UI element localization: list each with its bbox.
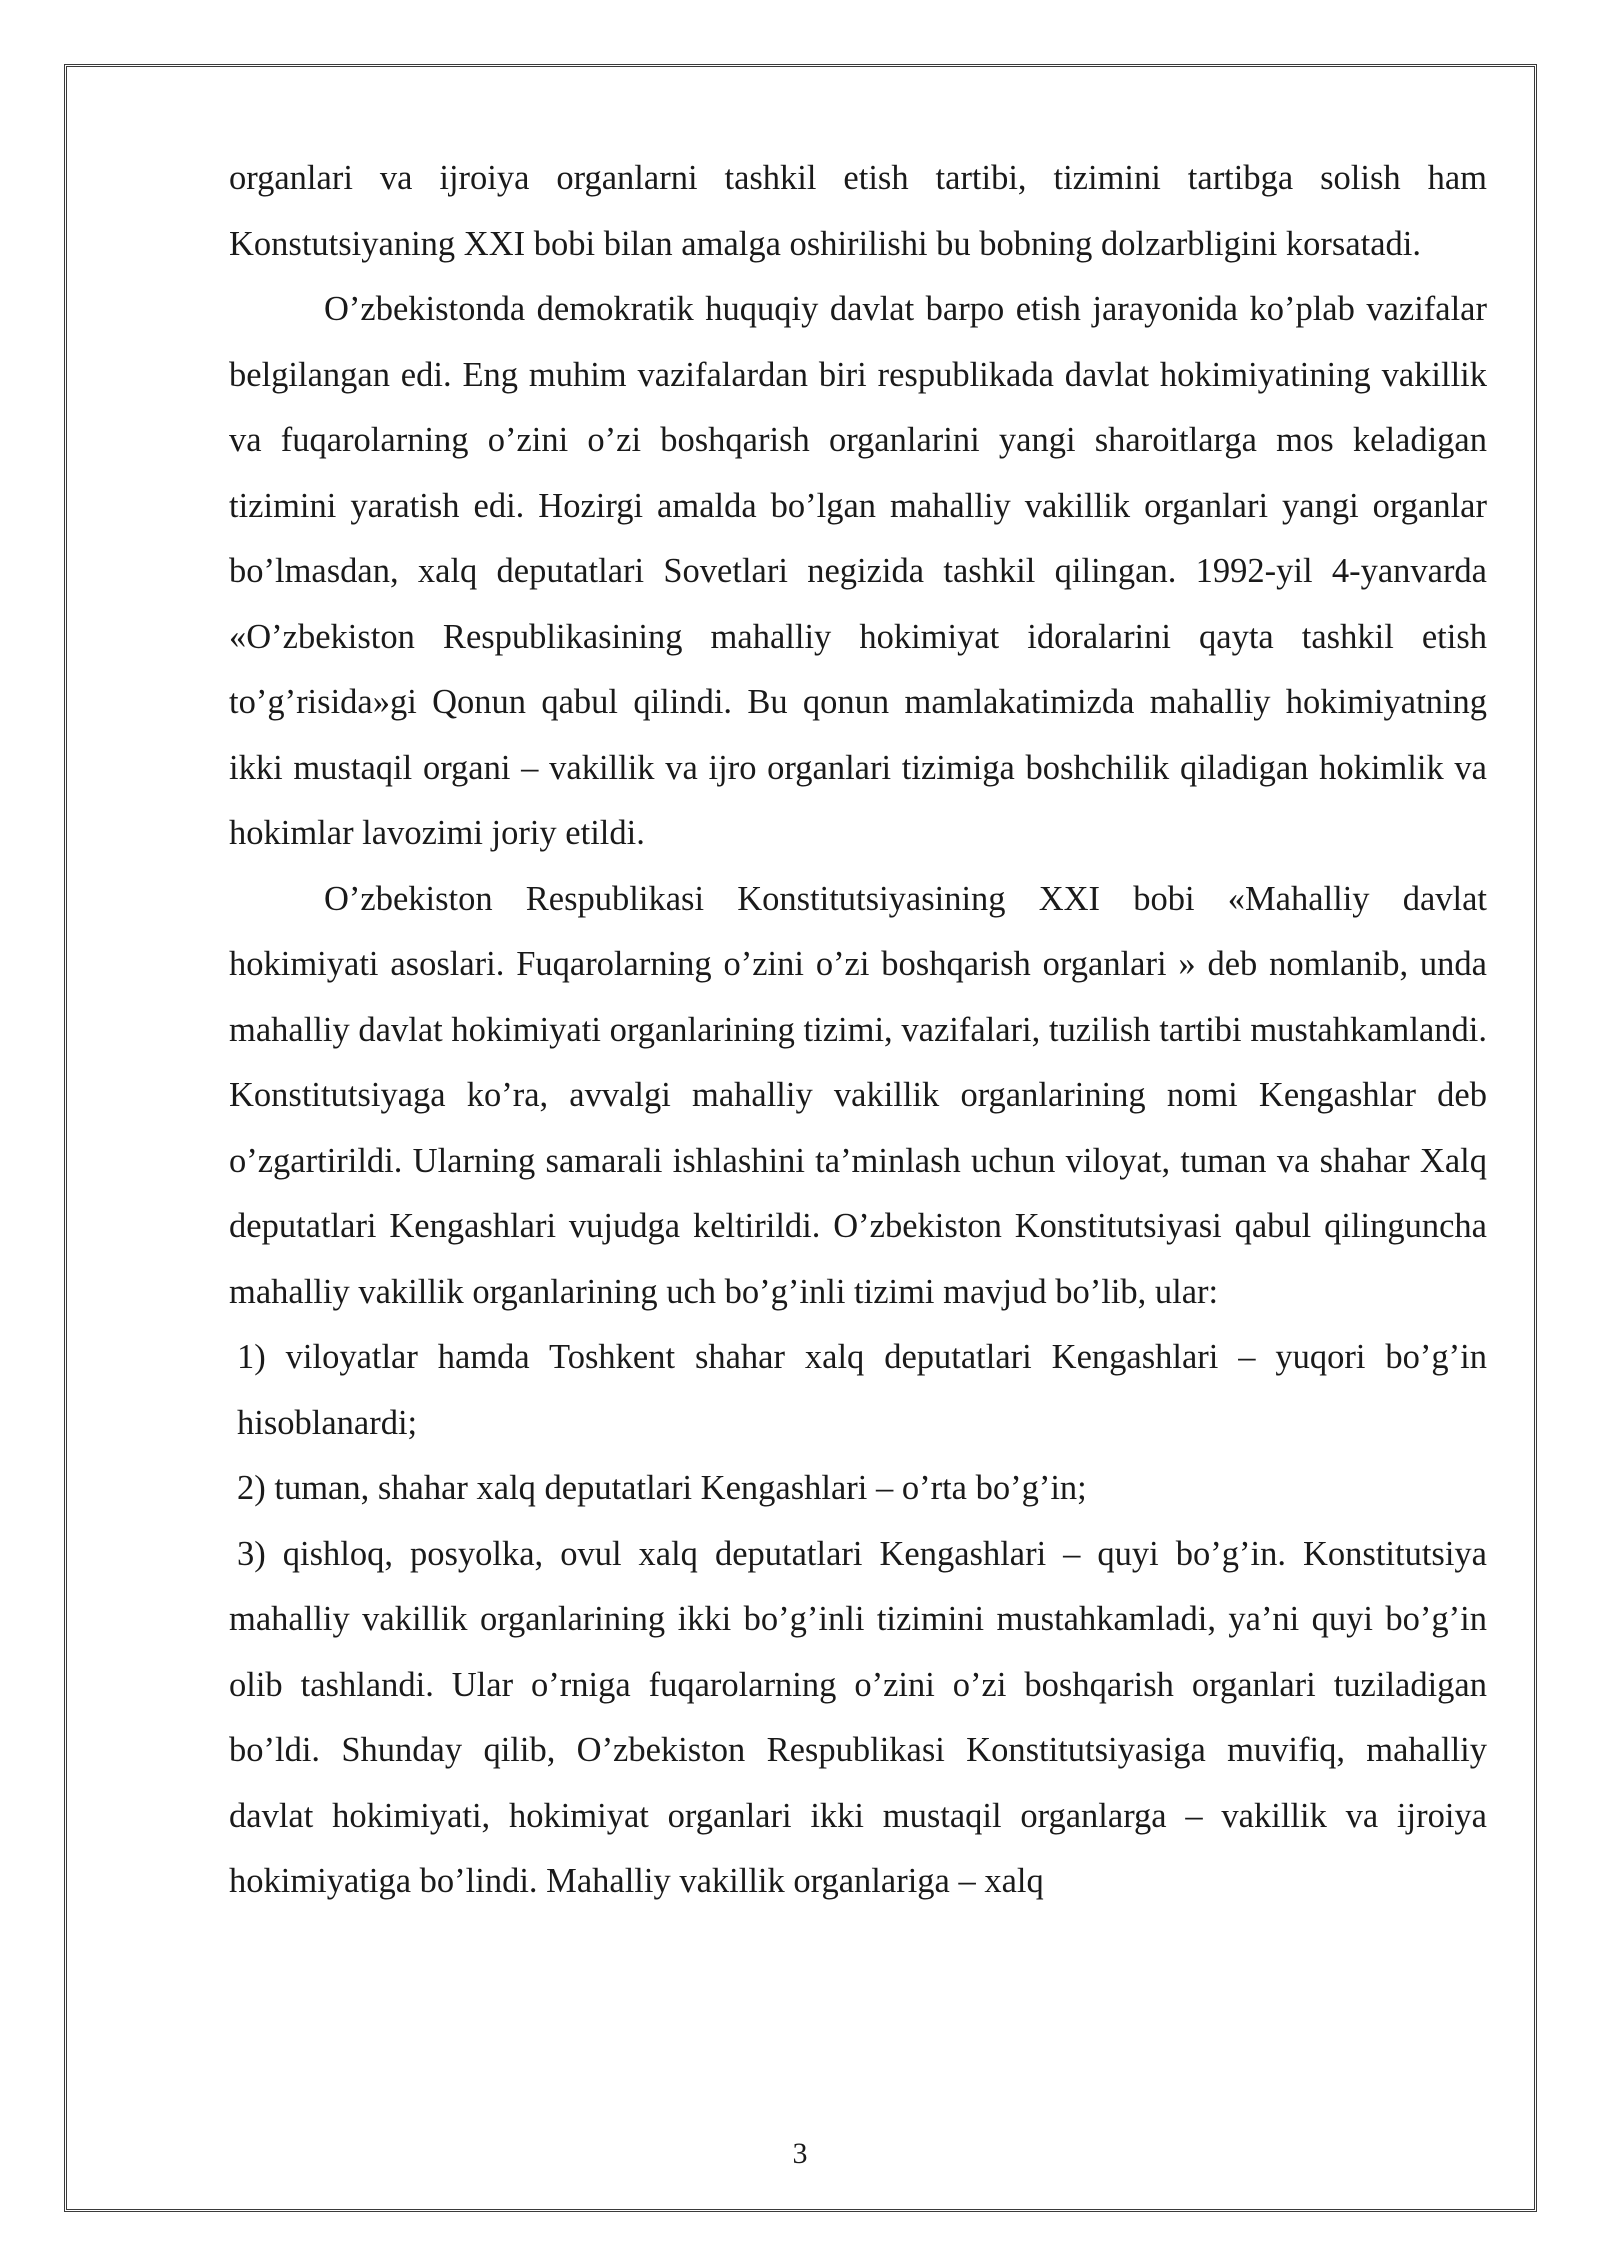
list-item-upper-tier: 1) viloyatlar hamda Toshkent shahar xalq deputatlari Kengashlari – yuqori bo’g’in hisoblanardi;: [237, 1338, 1487, 1442]
paragraph-constitution-chapter: O’zbekiston Respublikasi Konstitutsiyasining XXI bobi «Mahalliy davlat hokimiyati asoslari. Fuqarolarning o’zini o’zi boshqarish organlari » deb nomlanib, unda mahalliy davlat hokimiyati organlarining tizimi, vazifalari, tuzilish tartibi mustahkamlandi. Konstitutsiyaga ko’ra, avvalgi mahalliy vakillik organlarining nomi Kengashlar deb o’zgartirildi. Ularning samarali ishlashini ta’minlash uchun viloyat, tuman va shahar Xalq deputatlari Kengashlari vujudga keltirildi. O’zbekiston Konstitutsiyasi qabul qilinguncha mahalliy vakillik organlarining uch bo’g’inli tizimi mavjud bo’lib, ular:: [229, 879, 1487, 1311]
list-item-middle-tier: 2) tuman, shahar xalq deputatlari Kengashlari – o’rta bo’g’in;: [237, 1469, 1087, 1507]
paragraph-democratic-state: O’zbekistonda demokratik huquqiy davlat barpo etish jarayonida ko’plab vazifalar belgilangan edi. Eng muhim vazifalardan biri respublikada davlat hokimiyatining vakillik va fuqarolarning o’zini o’zi boshqarish organlarini yangi sharoitlarga mos keladigan tizimini yaratish edi. Hozirgi amalda bo’lgan mahalliy vakillik organlari yangi organlar bo’lmasdan, xalq deputatlari Sovetlari negizida tashkil qilingan. 1992-yil 4-yanvarda «O’zbekiston Respublikasining mahalliy hokimiyat idoralarini qayta tashkil etish to’g’risida»gi Qonun qabul qilindi. Bu qonun mamlakatimizda mahalliy hokimiyatning ikki mustaqil organi – vakillik va ijro organlari tizimiga boshchilik qiladigan hokimlik va hokimlar lavozimi joriy etildi.: [229, 290, 1487, 852]
list-item-lower-tier: 3) qishloq, posyolka, ovul xalq deputatlari Kengashlari – quyi bo’g’in. Konstitutsiya mahalliy vakillik organlarining ikki bo’g’inli tizimini mustahkamladi, ya’ni quyi bo’g’in olib tashlandi. Ular o’rniga fuqarolarning o’zini o’zi boshqarish organlari tuziladigan bo’ldi. Shunday qilib, O’zbekiston Respublikasi Konstitutsiyasiga muvifiq, mahalliy davlat hokimiyati, hokimiyat organlari ikki mustaqil organlarga – vakillik va ijroiya hokimiyatiga bo’lindi. Mahalliy vakillik organlariga – xalq: [229, 1534, 1487, 1900]
page-number: 3: [792, 2137, 808, 2170]
paragraph-continuation: organlari va ijroiya organlarni tashkil etish tartibi, tizimini tartibga solish ham Konstutsiyaning XXI bobi bilan amalga oshirilishi bu bobning dolzarbligini korsatadi.: [229, 159, 1487, 263]
document-body: [229, 146, 1487, 1915]
